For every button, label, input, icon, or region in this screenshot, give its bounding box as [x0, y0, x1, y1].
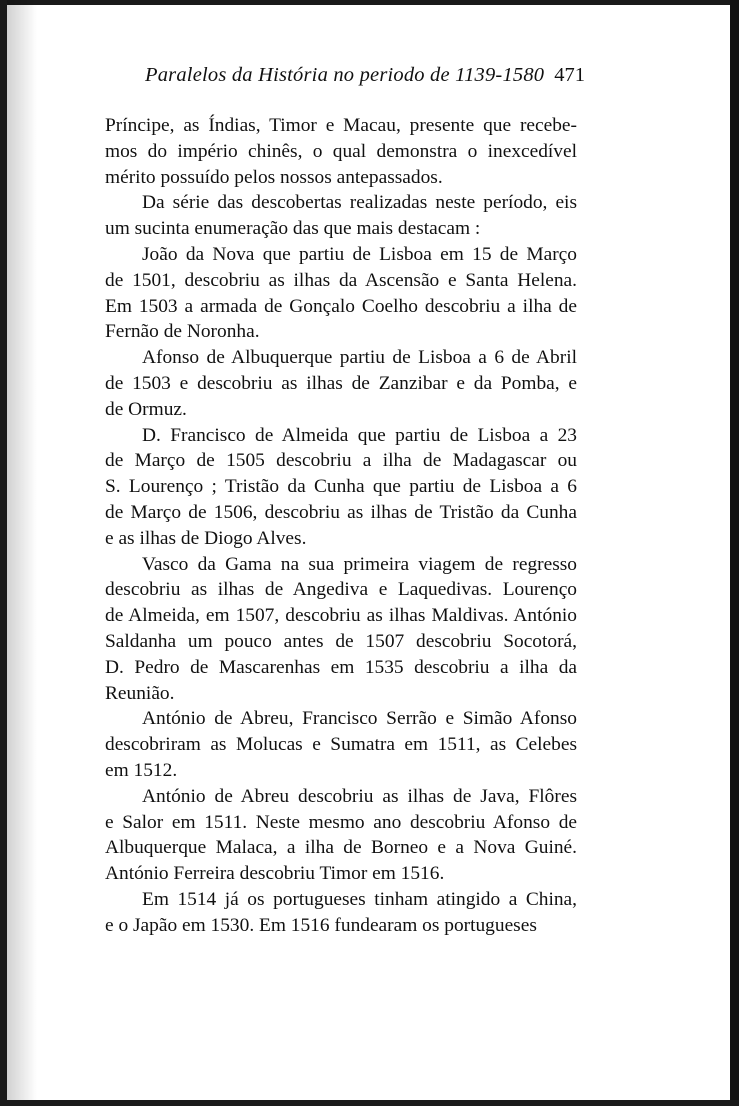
- paragraph: [105, 345, 577, 422]
- text-line: de 1503 e descobriu as ilhas de Zanzibar e da Pomba, e: [105, 372, 577, 394]
- page-number: 471: [554, 64, 585, 86]
- text-line: Em 1503 a armada de Gonçalo Coelho descobriu a ilha de: [105, 295, 577, 317]
- page-header: [145, 64, 585, 94]
- text-line: de Março de 1506, descobriu as ilhas de Tristão da Cunha: [105, 501, 577, 523]
- text-line: em 1512.: [105, 759, 178, 781]
- text-line: descobriram as Molucas e Sumatra em 1511, as Celebes: [105, 734, 577, 756]
- text-line: Afonso de Albuquerque partiu de Lisboa a 6 de Abril: [142, 347, 577, 369]
- text-line: Albuquerque Malaca, a ilha de Borneo e a Nova Guiné.: [105, 837, 577, 859]
- text-line: mérito possuído pelos nossos antepassados.: [105, 166, 443, 188]
- text-line: de Ormuz.: [105, 398, 187, 420]
- text-line: D. Pedro de Mascarenhas em 1535 descobriu a ilha da: [105, 656, 577, 678]
- text-line: de 1501, descobriu as ilhas da Ascensão e Santa Helena.: [105, 269, 577, 291]
- paragraph: [105, 242, 577, 345]
- scan-border-right: [730, 0, 739, 1106]
- paragraph: [105, 887, 577, 939]
- paragraph: [105, 706, 577, 783]
- scan-border-top: [0, 0, 739, 5]
- text-line: António de Abreu descobriu as ilhas de Java, Flôres: [142, 785, 577, 807]
- text-line: e as ilhas de Diogo Alves.: [105, 527, 307, 549]
- text-line: Príncipe, as Índias, Timor e Macau, presente que recebe-: [105, 115, 577, 136]
- text-line: Saldanha um pouco antes de 1507 descobriu Socotorá,: [105, 630, 577, 652]
- text-line: S. Lourenço ; Tristão da Cunha que partiu de Lisboa a 6: [105, 476, 577, 498]
- text-line: João da Nova que partiu de Lisboa em 15 de Março: [142, 243, 577, 265]
- text-line: mos do império chinês, o qual demonstra o inexcedível: [105, 140, 577, 162]
- paragraph: [105, 552, 577, 707]
- text-line: António Ferreira descobriu Timor em 1516.: [105, 863, 445, 885]
- text-line: D. Francisco de Almeida que partiu de Lisboa a 23: [142, 424, 577, 446]
- text-line: de Março de 1505 descobriu a ilha de Madagascar ou: [105, 450, 577, 472]
- text-line: Vasco da Gama na sua primeira viagem de regresso: [142, 553, 577, 575]
- scan-border-bottom: [0, 1100, 739, 1106]
- running-title: Paralelos da História no periodo de 1139-1580: [145, 64, 545, 86]
- body-text: [105, 113, 577, 939]
- text-line: Reunião.: [105, 682, 175, 704]
- paragraph: [105, 113, 577, 190]
- text-line: de Almeida, em 1507, descobriu as ilhas Maldivas. António: [105, 605, 577, 627]
- text-line: descobriu as ilhas de Angediva e Laquedivas. Lourenço: [105, 579, 577, 601]
- text-line: António de Abreu, Francisco Serrão e Simão Afonso: [142, 708, 577, 730]
- text-line: e o Japão em 1530. Em 1516 fundearam os portugueses: [105, 914, 537, 936]
- text-line: Em 1514 já os portugueses tinham atingido a China,: [142, 888, 577, 910]
- text-line: e Salor em 1511. Neste mesmo ano descobriu Afonso de: [105, 811, 577, 833]
- text-line: um sucinta enumeração das que mais destacam :: [105, 218, 481, 240]
- text-line: Da série das descobertas realizadas neste período, eis: [142, 192, 577, 214]
- paragraph: [105, 784, 577, 887]
- paragraph: [105, 423, 577, 552]
- binding-gutter-shadow: [7, 0, 37, 1106]
- paragraph: [105, 190, 577, 242]
- text-line: Fernão de Noronha.: [105, 321, 260, 343]
- scan-border-left: [0, 0, 7, 1106]
